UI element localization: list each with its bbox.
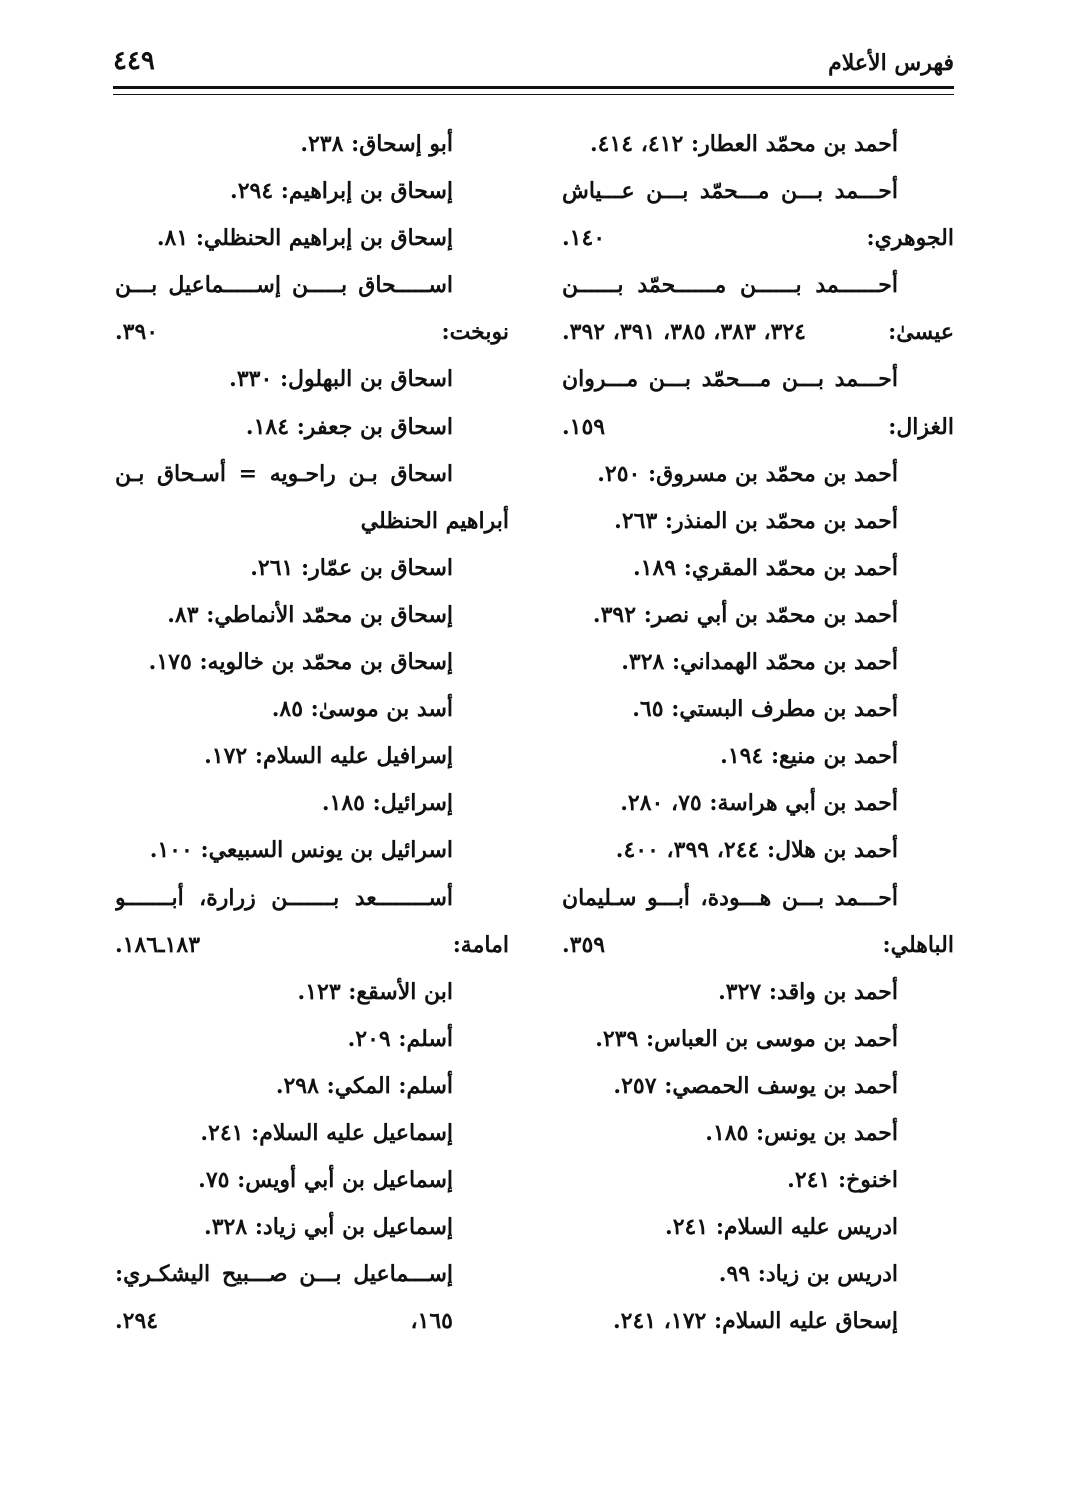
index-entry: اسحاق بن البهلول: ٣٣٠. bbox=[229, 366, 453, 393]
index-entry: إسماعيل بن أبي زياد: ٣٢٨. bbox=[204, 1214, 453, 1241]
index-entry-continuation: الباهلي: ٣٥٩. bbox=[562, 931, 954, 958]
index-entry: أحمد بن أبي هراسة: ٧٥، ٢٨٠. bbox=[620, 790, 898, 817]
header-rule-thin bbox=[113, 94, 954, 95]
index-entry: أحـــمد بـــن هـــودة، أبـــو سـليمان bbox=[562, 884, 898, 911]
index-entry: أحمد بن هلال: ٢٤٤، ٣٩٩، ٤٠٠. bbox=[615, 837, 898, 864]
index-entry: أحمد بن منيع: ١٩٤. bbox=[720, 743, 898, 770]
index-entry: أحمد بن محمّد العطار: ٤١٢، ٤١٤. bbox=[589, 131, 898, 157]
index-entry: اسحاق بن عمّار: ٢٦١. bbox=[250, 554, 453, 581]
index-entry: إســـماعيل بـــن صـــبيح اليشكـري: bbox=[115, 1261, 453, 1288]
index-entry: اسرائيل بن يونس السبيعي: ١٠٠. bbox=[149, 837, 453, 864]
index-column-left bbox=[115, 121, 509, 1345]
page-number: ٤٤٩ bbox=[113, 46, 155, 76]
index-entry: أحـــمد بـــن مـــحمّد بـــن عـــياش bbox=[562, 178, 898, 205]
index-entry: أحمد بن موسى بن العباس: ٢٣٩. bbox=[595, 1025, 898, 1052]
page-header-title: فهرس الأعلام bbox=[828, 50, 954, 76]
index-entry: أحمد بن محمّد المقري: ١٨٩. bbox=[632, 554, 898, 581]
index-entry-continuation: الجوهري: ١٤٠. bbox=[562, 225, 954, 252]
index-entry: اسحاق بن جعفر: ١٨٤. bbox=[245, 413, 453, 440]
index-entry: أحمد بن واقد: ٣٢٧. bbox=[718, 978, 898, 1005]
index-entry: أحمد بن محمّد الهمداني: ٣٢٨. bbox=[621, 649, 898, 676]
index-entry-continuation: أبراهيم الحنظلي bbox=[360, 507, 509, 534]
index-entry: أسد بن موسىٰ: ٨٥. bbox=[271, 696, 453, 723]
index-entry: إسماعيل عليه السلام: ٢٤١. bbox=[200, 1119, 453, 1146]
index-entry: أبو إسحاق: ٢٣٨. bbox=[300, 131, 453, 157]
index-entry: إسحاق بن محمّد بن خالويه: ١٧٥. bbox=[148, 649, 453, 676]
index-entry: ابن الأسقع: ١٢٣. bbox=[297, 978, 453, 1005]
index-entry: أحـــمد بـــن مـــحمّد بـــن مـــروان bbox=[562, 366, 898, 393]
page-header bbox=[113, 40, 954, 80]
index-entry: اخنوخ: ٢٤١. bbox=[787, 1167, 898, 1194]
index-entry: إسحاق عليه السلام: ١٧٢، ٢٤١. bbox=[613, 1308, 898, 1335]
index-entry: إسحاق بن إبراهيم الحنظلي: ٨١. bbox=[156, 225, 453, 252]
index-entry-continuation: نوبخت: ٣٩٠. bbox=[115, 319, 509, 346]
index-entry: إسرافيل عليه السلام: ١٧٢. bbox=[204, 743, 453, 770]
index-entry: ادريس عليه السلام: ٢٤١. bbox=[665, 1214, 898, 1241]
index-entry: أحمد بن يونس: ١٨٥. bbox=[705, 1119, 898, 1146]
index-entry: إسحاق بن إبراهيم: ٢٩٤. bbox=[230, 178, 453, 205]
index-entry-continuation: امامة: ١٨٣ـ١٨٦. bbox=[115, 931, 509, 958]
index-entry: أحمد بن يوسف الحمصي: ٢٥٧. bbox=[613, 1072, 898, 1099]
index-entry: أحمد بن مطرف البستي: ٦٥. bbox=[632, 696, 898, 723]
index-entry: أســــــــعد بـــــــن زرارة، أبـــــــو bbox=[115, 884, 453, 911]
index-entry: اســـــحاق بـــــن إســـــماعيل بـــن bbox=[115, 272, 453, 299]
index-entry: ادريس بن زياد: ٩٩. bbox=[718, 1261, 898, 1288]
index-entry: أحمد بن محمّد بن مسروق: ٢٥٠. bbox=[597, 460, 898, 487]
index-entry: إسحاق بن محمّد الأنماطي: ٨٣. bbox=[167, 601, 453, 628]
index-entry: اسحاق بـن راحـويه = أسـحاق بـن bbox=[115, 460, 453, 487]
index-entry: إسماعيل بن أبي أويس: ٧٥. bbox=[198, 1167, 453, 1194]
index-entry-continuation: عيسىٰ: ٣٢٤، ٣٨٣، ٣٨٥، ٣٩١، ٣٩٢. bbox=[562, 319, 954, 346]
index-entry: أحمد بن محمّد بن المنذر: ٢٦٣. bbox=[614, 507, 898, 534]
index-entry: إسرائيل: ١٨٥. bbox=[321, 790, 453, 817]
index-entry: أسلم: المكي: ٢٩٨. bbox=[275, 1072, 453, 1099]
index-entry: أسلم: ٢٠٩. bbox=[347, 1025, 453, 1052]
index-entry: أحــــــمد بــــــن مــــــحمّد بــــــن bbox=[562, 272, 898, 299]
index-entry-continuation: ١٦٥، ٢٩٤. bbox=[115, 1308, 453, 1335]
index-entry: أحمد بن محمّد بن أبي نصر: ٣٩٢. bbox=[592, 601, 898, 628]
index-entry-continuation: الغزال: ١٥٩. bbox=[562, 413, 954, 440]
index-column-right bbox=[562, 121, 954, 1345]
header-rule-thick bbox=[113, 86, 954, 89]
